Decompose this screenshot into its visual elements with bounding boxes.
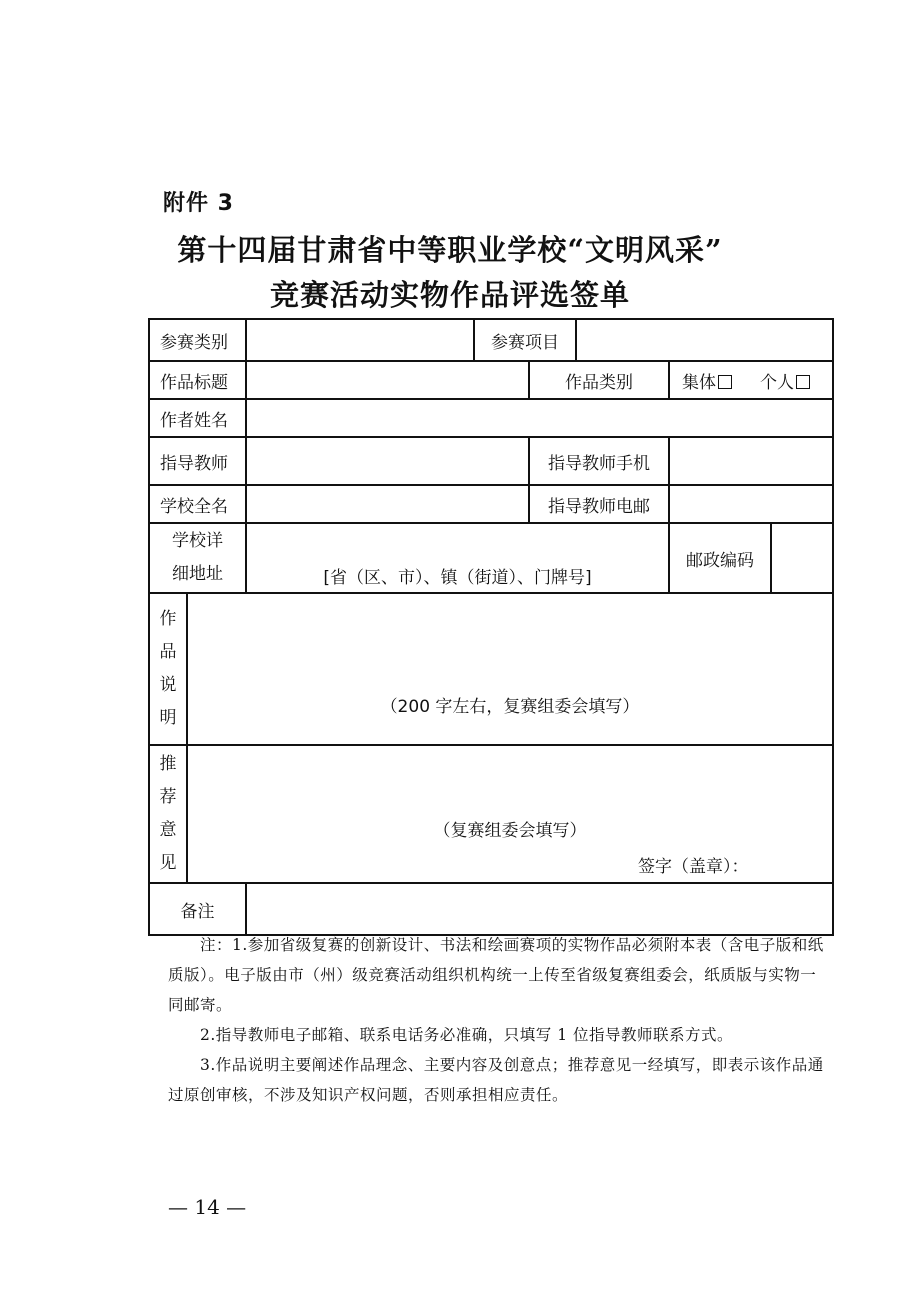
description-hint: （200 字左右，复赛组委会填写） <box>380 696 640 717</box>
recommend-hint: （复赛组委会填写） <box>433 821 587 841</box>
checkbox-group[interactable] <box>718 375 732 389</box>
option-group-label: 集体 <box>682 372 716 393</box>
description-label-char: 作 <box>159 609 177 629</box>
teacher-phone-label: 指导教师手机 <box>528 438 668 484</box>
author-label: 作者姓名 <box>160 410 228 431</box>
recommendation-field[interactable] <box>186 746 832 882</box>
project-field[interactable] <box>575 320 832 360</box>
teacher-label: 指导教师 <box>160 453 228 474</box>
option-individual-label: 个人 <box>760 372 794 393</box>
description-label-char: 明 <box>159 708 177 728</box>
address-label-line2: 细地址 <box>172 564 223 584</box>
evaluation-form-table <box>148 318 834 936</box>
attachment-label: 附件 3 <box>163 191 234 216</box>
note-1: 注：1.参加省级复赛的创新设计、书法和绘画赛项的实物作品必须附本表（含电子版和纸质版）。电子版由市（州）级竞赛活动组织机构统一上传至省级复赛组委会，纸质版与实物一同邮寄。 <box>168 936 824 1014</box>
category-label: 参赛类别 <box>160 332 228 353</box>
work-title-field[interactable] <box>245 362 528 398</box>
form-row-work-title <box>148 360 834 398</box>
work-type-options <box>668 362 832 398</box>
recommend-label-char: 荐 <box>159 787 177 807</box>
form-row-remarks <box>148 882 834 936</box>
postcode-field[interactable] <box>770 524 832 592</box>
document-title-line2: 竞赛活动实物作品评选签单 <box>269 278 630 312</box>
note-2: 2.指导教师电子邮箱、联系电话务必准确，只填写 1 位指导教师联系方式。 <box>200 1026 734 1044</box>
signature-label: 签字（盖章）： <box>638 857 749 877</box>
school-field[interactable] <box>245 486 528 522</box>
description-field[interactable] <box>186 594 832 744</box>
postcode-label: 邮政编码 <box>668 524 770 592</box>
form-row-author <box>148 398 834 436</box>
recommend-label-char: 见 <box>159 853 177 873</box>
teacher-field[interactable] <box>245 438 528 484</box>
teacher-phone-field[interactable] <box>668 438 832 484</box>
address-label <box>150 524 245 592</box>
teacher-email-label: 指导教师电邮 <box>528 486 668 522</box>
option-group[interactable] <box>682 368 732 393</box>
form-row-address <box>148 522 834 592</box>
recommend-label-char: 推 <box>159 754 177 774</box>
work-title-label: 作品标题 <box>160 372 228 393</box>
description-label-char: 说 <box>159 675 177 695</box>
recommend-label <box>150 746 186 882</box>
note-3: 3.作品说明主要阐述作品理念、主要内容及创意点；推荐意见一经填写，即表示该作品通过原创审核，不涉及知识产权问题，否则承担相应责任。 <box>168 1056 824 1104</box>
teacher-email-field[interactable] <box>668 486 832 522</box>
description-label <box>150 594 186 744</box>
form-row-school <box>148 484 834 522</box>
author-field[interactable] <box>245 400 832 436</box>
page-number: — 14 — <box>168 1195 247 1219</box>
recommend-label-char: 意 <box>159 820 177 840</box>
form-row-category <box>148 318 834 360</box>
address-hint: [省（区、市）、镇（街道）、门牌号] <box>323 568 592 588</box>
form-row-teacher <box>148 436 834 484</box>
form-row-description <box>148 592 834 744</box>
form-row-recommendation <box>148 744 834 882</box>
notes-section <box>168 930 828 1110</box>
checkbox-individual[interactable] <box>796 375 810 389</box>
remarks-label: 备注 <box>180 901 215 922</box>
address-label-line1: 学校详 <box>172 531 223 551</box>
remarks-field[interactable] <box>245 884 832 934</box>
work-type-label: 作品类别 <box>528 362 668 398</box>
address-field[interactable] <box>245 524 668 592</box>
school-label: 学校全名 <box>160 496 228 517</box>
option-individual[interactable] <box>760 368 810 393</box>
category-field[interactable] <box>245 320 473 360</box>
project-label: 参赛项目 <box>473 320 575 360</box>
document-title-line1: 第十四届甘肃省中等职业学校“文明风采” <box>177 233 723 267</box>
description-label-char: 品 <box>159 642 177 662</box>
